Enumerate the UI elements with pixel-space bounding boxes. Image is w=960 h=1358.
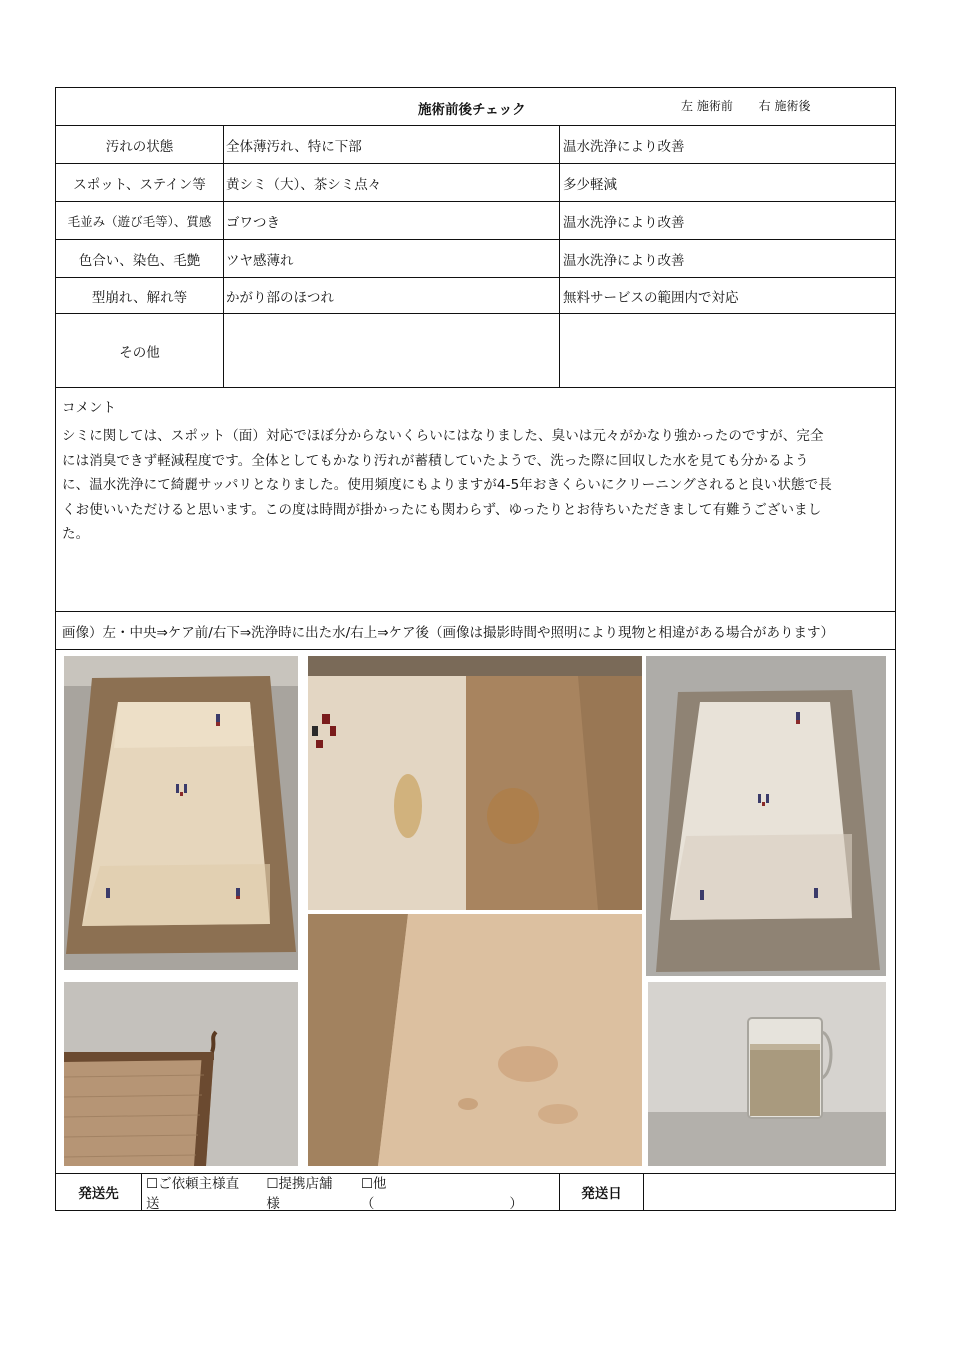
row-before: 黄シミ（大）、茶シミ点々 xyxy=(224,164,560,201)
row-after xyxy=(560,314,895,387)
option-direct-to-client[interactable]: ☐ご依頼主様直送 xyxy=(146,1176,240,1212)
legend-before: 左 施術前 xyxy=(681,99,733,113)
photo-stain-closeup xyxy=(308,656,642,910)
comment-label: コメント xyxy=(62,400,116,416)
comment-line: た。 xyxy=(62,526,90,542)
shipping-date-value xyxy=(644,1174,895,1210)
lower-closeup-image xyxy=(308,914,642,1166)
row-label: 色合い、染色、毛艶 xyxy=(56,240,224,277)
row-label: スポット、ステイン等 xyxy=(56,164,224,201)
title-row xyxy=(56,88,895,126)
row-after: 温水洗浄により改善 xyxy=(563,138,685,155)
legend-after: 右 施術後 xyxy=(758,99,811,113)
rug-after-image xyxy=(646,656,886,976)
row-before: 全体薄汚れ、特に下部 xyxy=(224,126,560,163)
rug-before-image xyxy=(64,656,298,970)
row-label: 毛並み（遊び毛等）、質感 xyxy=(56,202,224,239)
check-sheet xyxy=(55,87,896,1211)
row-before: かがり部のほつれ xyxy=(224,278,560,313)
comment-section xyxy=(56,388,895,612)
fringe-corner-image xyxy=(64,982,298,1166)
row-label: 汚れの状態 xyxy=(56,126,224,163)
row-after: 多少軽減 xyxy=(563,176,617,193)
option-other[interactable]: ☐他（ ） xyxy=(360,1176,523,1212)
option-partner-store[interactable]: ☐提携店舗様 xyxy=(266,1176,333,1212)
shipping-destination-label: 発送先 xyxy=(56,1174,142,1210)
comment-line: に、温水洗浄にて綺麗サッパリとなりました。使用頻度にもよりますが4-5年おきくらいにクリーニングされると良い状態で長 xyxy=(62,477,832,493)
row-after: 温水洗浄により改善 xyxy=(563,214,685,231)
comment-line: には消臭できず軽減程度です。全体としてもかなり汚れが蓄積していたようで、洗った際に回収した水を見ても分かるよう xyxy=(62,452,809,469)
photo-dirty-water xyxy=(648,982,886,1166)
check-row xyxy=(56,278,895,314)
dirty-water-image xyxy=(648,982,886,1166)
check-row xyxy=(56,164,895,202)
row-before xyxy=(224,314,560,387)
shipping-options xyxy=(142,1174,560,1210)
row-label: その他 xyxy=(56,314,224,387)
photos-panel xyxy=(56,650,895,1174)
before-after-legend xyxy=(681,97,832,114)
shipping-date-label: 発送日 xyxy=(560,1174,644,1210)
images-caption: 画像）左・中央⇒ケア前/右下⇒洗浄時に出た水/右上⇒ケア後（画像は撮影時間や照明により現物と相違がある場合があります） xyxy=(56,612,895,650)
stain-closeup-image xyxy=(308,656,642,910)
check-row xyxy=(56,202,895,240)
page-title: 施術前後チェック xyxy=(418,102,526,118)
row-after: 無料サービスの範囲内で対応 xyxy=(563,289,739,306)
photo-lower-closeup xyxy=(308,914,642,1166)
check-row xyxy=(56,126,895,164)
photo-rug-before xyxy=(64,656,298,970)
row-before: ツヤ感薄れ xyxy=(224,240,560,277)
comment-line: くお使いいただけると思います。この度は時間が掛かったにも関わらず、ゆったりとお待ちいただきまして有難うございまし xyxy=(62,501,822,518)
check-row xyxy=(56,240,895,278)
comment-text xyxy=(62,424,889,547)
row-before: ゴワつき xyxy=(224,202,560,239)
check-row xyxy=(56,314,895,388)
shipping-row xyxy=(56,1174,895,1210)
row-after: 温水洗浄により改善 xyxy=(563,252,685,269)
comment-line: シミに関しては、スポット（面）対応でほぼ分からないくらいにはなりました、臭いは元々がかなり強かったのですが、完全 xyxy=(62,428,824,444)
photo-rug-after xyxy=(646,656,886,976)
row-label: 型崩れ、解れ等 xyxy=(56,278,224,313)
photo-fringe-corner xyxy=(64,982,298,1166)
